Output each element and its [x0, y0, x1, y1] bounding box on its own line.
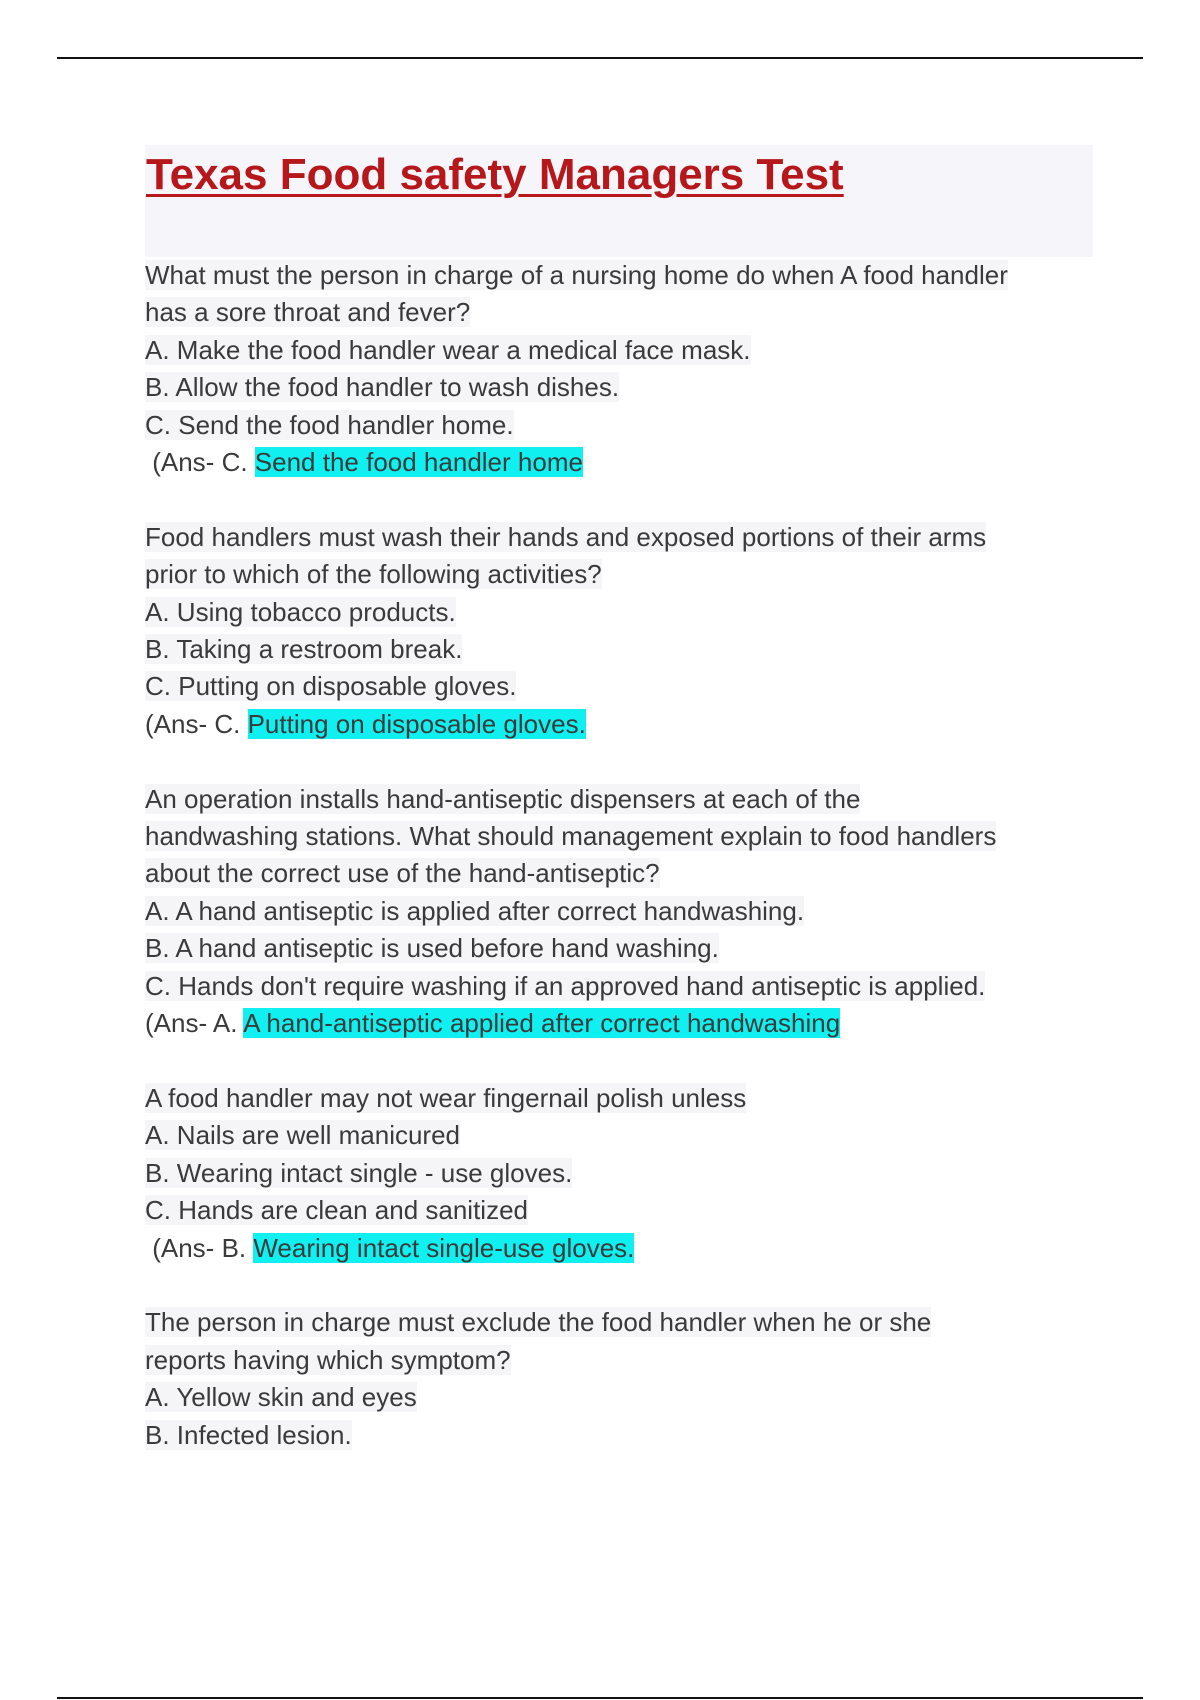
option-b: B. Allow the food handler to wash dishes. — [145, 372, 620, 403]
option-b: B. Taking a restroom break. — [145, 634, 463, 665]
option-c: C. Hands don't require washing if an approved hand antiseptic is applied. — [145, 970, 986, 1001]
option-a: A. Nails are well manicured — [145, 1120, 461, 1151]
bottom-rule — [57, 1697, 1143, 1699]
answer-highlight: Wearing intact single-use gloves. — [253, 1232, 635, 1263]
question-line: prior to which of the following activities? — [145, 559, 602, 590]
question-block-4 — [145, 1080, 1093, 1267]
question-line: reports having which symptom? — [145, 1344, 511, 1375]
option-a: A. Using tobacco products. — [145, 596, 456, 627]
question-line: Food handlers must wash their hands and exposed portions of their arms — [145, 521, 987, 552]
question-line: What must the person in charge of a nursing home do when A food handler — [145, 260, 1008, 290]
answer-prefix: (Ans- C. — [145, 708, 248, 739]
answer-line — [145, 706, 1093, 743]
question-block-3 — [145, 781, 1093, 1043]
answer-highlight: A hand-antiseptic applied after correct handwashing — [243, 1008, 841, 1039]
answer-line — [145, 1005, 1093, 1042]
question-block-5 — [145, 1304, 1093, 1454]
option-c: C. Putting on disposable gloves. — [145, 671, 517, 702]
answer-line — [145, 444, 1093, 481]
answer-prefix: (Ans- C. — [145, 447, 255, 478]
option-a: A. Yellow skin and eyes — [145, 1382, 417, 1413]
option-c: C. Send the food handler home. — [145, 409, 514, 440]
answer-prefix: (Ans- B. — [145, 1232, 254, 1263]
page-title: Texas Food safety Managers Test — [146, 150, 844, 199]
option-b: B. A hand antiseptic is used before hand washing. — [145, 933, 719, 964]
question-line: An operation installs hand-antiseptic dispensers at each of the — [145, 783, 861, 814]
question-block-2 — [145, 519, 1093, 743]
option-a: A. A hand antiseptic is applied after correct handwashing. — [145, 895, 805, 926]
document-body — [145, 145, 1093, 1491]
question-line: The person in charge must exclude the food handler when he or she — [145, 1307, 932, 1338]
title-band — [145, 145, 1093, 257]
answer-highlight: Send the food handler home — [254, 447, 583, 478]
answer-prefix: (Ans- A. — [145, 1008, 244, 1039]
option-b: B. Wearing intact single - use gloves. — [145, 1157, 573, 1188]
option-c: C. Hands are clean and sanitized — [145, 1195, 529, 1226]
option-b: B. Infected lesion. — [145, 1419, 352, 1450]
top-rule — [57, 57, 1143, 59]
question-line: has a sore throat and fever? — [145, 297, 471, 328]
question-line: handwashing stations. What should management explain to food handlers — [145, 821, 997, 852]
question-line: about the correct use of the hand-antiseptic? — [145, 858, 660, 889]
answer-line — [145, 1230, 1093, 1267]
answer-highlight: Putting on disposable gloves. — [247, 708, 586, 739]
option-a: A. Make the food handler wear a medical face mask. — [145, 334, 751, 365]
question-block-1 — [145, 257, 1093, 481]
question-line: A food handler may not wear fingernail polish unless — [145, 1082, 747, 1113]
